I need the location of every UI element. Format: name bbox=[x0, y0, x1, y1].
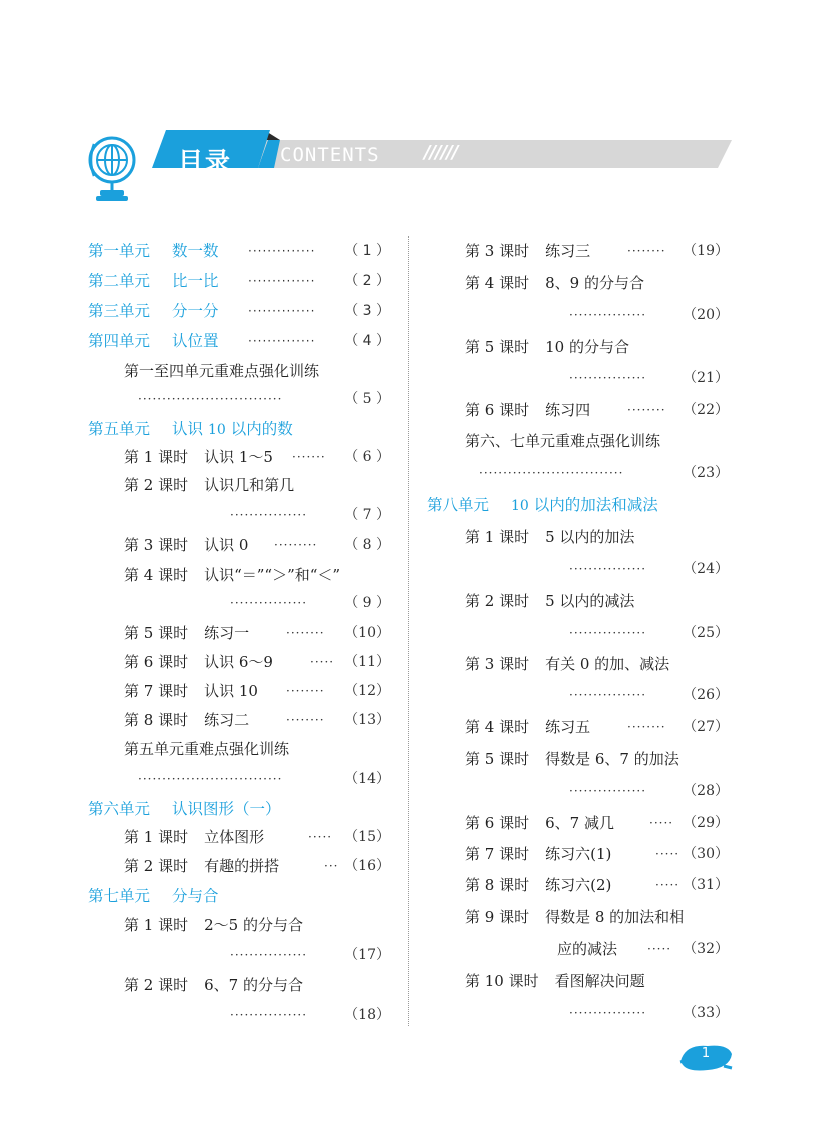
page-ref: （30） bbox=[683, 846, 729, 862]
toc-unit-3[interactable] bbox=[88, 296, 390, 326]
lesson-label: 第 2 课时 bbox=[124, 476, 189, 494]
leader-dots: ······························ bbox=[138, 772, 283, 786]
page-title: 目录 bbox=[178, 147, 233, 176]
toc-lesson[interactable] bbox=[465, 649, 729, 679]
leader-dots: ················ bbox=[569, 784, 647, 798]
review-title: 第五单元重难点强化训练 bbox=[124, 740, 290, 758]
toc-lesson-page bbox=[230, 1000, 390, 1030]
toc-lesson[interactable] bbox=[124, 822, 390, 852]
unit-title-number: 10 bbox=[511, 498, 529, 514]
lesson-label: 第 5 课时 bbox=[465, 338, 530, 356]
page-ref: （ 4 ） bbox=[344, 333, 390, 349]
toc-lesson[interactable] bbox=[465, 395, 729, 425]
lesson-label: 第 6 课时 bbox=[465, 401, 530, 419]
leader-dots: ····· bbox=[310, 655, 335, 669]
lesson-title: 8、9 的分与合 bbox=[545, 274, 644, 292]
toc-unit-7[interactable] bbox=[88, 881, 390, 911]
unit-title: 认识图形（一） bbox=[172, 800, 281, 818]
leader-dots: ········ bbox=[286, 713, 325, 727]
leader-dots: ········ bbox=[286, 684, 325, 698]
lesson-title: 认识几和第几 bbox=[204, 476, 295, 494]
lesson-label: 第 7 课时 bbox=[465, 845, 530, 863]
toc-lesson-page bbox=[569, 776, 729, 806]
page-ref: （23） bbox=[683, 465, 729, 481]
leader-dots: ················ bbox=[230, 596, 308, 610]
lesson-title: 5 以内的减法 bbox=[545, 592, 635, 610]
toc-lesson[interactable] bbox=[465, 236, 729, 266]
lesson-label: 第 1 课时 bbox=[124, 828, 189, 846]
lesson-label: 第 3 课时 bbox=[124, 536, 189, 554]
review-title: 第六、七单元重难点强化训练 bbox=[465, 432, 661, 450]
lesson-label: 第 7 课时 bbox=[124, 682, 189, 700]
leader-dots: ·············· bbox=[248, 304, 316, 318]
leader-dots: ················ bbox=[569, 626, 647, 640]
leader-dots: ················ bbox=[569, 688, 647, 702]
leader-dots: ················ bbox=[569, 562, 647, 576]
toc-lesson[interactable] bbox=[465, 839, 729, 869]
toc-lesson[interactable] bbox=[465, 712, 729, 742]
lesson-label: 第 2 课时 bbox=[124, 976, 189, 994]
page-ref: （22） bbox=[683, 402, 729, 418]
page-ref: （28） bbox=[683, 783, 729, 799]
toc-lesson-page bbox=[569, 554, 729, 584]
unit-label: 第五单元 bbox=[88, 420, 151, 438]
page-ref: （10） bbox=[344, 625, 390, 641]
page-ref: （18） bbox=[344, 1007, 390, 1023]
unit-label: 第二单元 bbox=[88, 272, 151, 290]
leader-dots: ··· bbox=[324, 859, 339, 873]
lesson-label: 第 6 课时 bbox=[124, 653, 189, 671]
page-ref: （ 5 ） bbox=[344, 391, 390, 407]
lesson-label: 第 5 课时 bbox=[465, 750, 530, 768]
toc-lesson[interactable] bbox=[124, 910, 390, 940]
leader-dots: ····· bbox=[655, 878, 680, 892]
toc-lesson-page bbox=[230, 500, 390, 530]
page-ref: （26） bbox=[683, 687, 729, 703]
lesson-label: 第 9 课时 bbox=[465, 908, 530, 926]
unit-title: 分一分 bbox=[172, 302, 219, 320]
unit-title: 数一数 bbox=[172, 242, 219, 260]
leader-dots: ················ bbox=[569, 308, 647, 322]
lesson-label: 第 8 课时 bbox=[124, 711, 189, 729]
lesson-title: 认识 1～5 bbox=[204, 448, 273, 466]
contents-banner bbox=[82, 128, 732, 204]
page-ref: （12） bbox=[344, 683, 390, 699]
page-ref: （21） bbox=[683, 370, 729, 386]
lesson-label: 第 8 课时 bbox=[465, 876, 530, 894]
lesson-title: 练习四 bbox=[545, 401, 591, 419]
toc-lesson[interactable] bbox=[124, 970, 390, 1000]
toc-lesson[interactable] bbox=[124, 530, 390, 560]
unit-title: 分与合 bbox=[172, 887, 219, 905]
lesson-title: 练习六(1) bbox=[545, 845, 612, 863]
toc-lesson-page bbox=[569, 680, 729, 710]
lesson-title: 10 的分与合 bbox=[545, 338, 629, 356]
lesson-title: 看图解决问题 bbox=[554, 972, 645, 990]
toc-unit-1[interactable] bbox=[88, 236, 390, 266]
toc-lesson[interactable] bbox=[465, 902, 729, 932]
unit-title: 认识 bbox=[172, 420, 208, 438]
globe-icon bbox=[84, 130, 144, 204]
unit-label: 第三单元 bbox=[88, 302, 151, 320]
page-ref: （ 9 ） bbox=[344, 595, 390, 611]
toc-lesson[interactable] bbox=[124, 618, 390, 648]
leader-dots: ········ bbox=[286, 626, 325, 640]
page-ref: （15） bbox=[344, 829, 390, 845]
toc-lesson[interactable] bbox=[465, 332, 729, 362]
review-title: 第一至四单元重难点强化训练 bbox=[124, 362, 320, 380]
page-ref: （ 1 ） bbox=[344, 243, 390, 259]
toc-lesson-cont bbox=[557, 934, 729, 964]
page-ref: （25） bbox=[683, 625, 729, 641]
lesson-label: 第 4 课时 bbox=[465, 718, 530, 736]
unit-label: 第一单元 bbox=[88, 242, 151, 260]
toc-unit-2[interactable] bbox=[88, 266, 390, 296]
toc-lesson[interactable] bbox=[465, 966, 729, 996]
lesson-title: 练习五 bbox=[545, 718, 591, 736]
unit-title-number: 10 bbox=[207, 422, 226, 438]
lesson-title: 6、7 减几 bbox=[545, 814, 614, 832]
leader-dots: ················ bbox=[230, 508, 308, 522]
page-ref: （ 7 ） bbox=[344, 507, 390, 523]
lesson-title: 立体图形 bbox=[204, 828, 265, 846]
lesson-label: 第 2 课时 bbox=[124, 857, 189, 875]
lesson-title: 得数是 8 的加法和相 bbox=[545, 908, 685, 926]
lesson-title: 练习六(2) bbox=[545, 876, 612, 894]
page-ref: （ 6 ） bbox=[344, 449, 390, 465]
lesson-title: 练习二 bbox=[204, 711, 250, 729]
toc-lesson[interactable] bbox=[124, 470, 390, 500]
lesson-title: 认识 6～9 bbox=[204, 653, 273, 671]
leader-dots: ·············· bbox=[248, 274, 316, 288]
unit-title-rest: 以内的数 bbox=[225, 420, 293, 438]
toc-review-6-7[interactable] bbox=[465, 426, 729, 456]
toc-unit-5[interactable] bbox=[88, 414, 390, 444]
toc-lesson-page bbox=[569, 618, 729, 648]
lesson-title: 得数是 6、7 的加法 bbox=[545, 750, 679, 768]
lesson-label: 第 1 课时 bbox=[124, 916, 189, 934]
leader-dots: ········ bbox=[627, 720, 666, 734]
toc-lesson[interactable] bbox=[465, 870, 729, 900]
toc-lesson-page bbox=[569, 998, 729, 1028]
page-subtitle: CONTENTS bbox=[280, 144, 380, 166]
lesson-label: 第 3 课时 bbox=[465, 242, 530, 260]
page-ref: （ 3 ） bbox=[344, 303, 390, 319]
toc-lesson[interactable] bbox=[465, 744, 729, 774]
lesson-label: 第 1 课时 bbox=[124, 448, 189, 466]
lesson-label: 第 5 课时 bbox=[124, 624, 189, 642]
toc-lesson[interactable] bbox=[124, 442, 390, 472]
lesson-title: 练习一 bbox=[204, 624, 250, 642]
leader-dots: ················ bbox=[230, 1008, 308, 1022]
lesson-title: 练习三 bbox=[545, 242, 591, 260]
toc-lesson[interactable] bbox=[465, 522, 729, 552]
page-ref: （29） bbox=[683, 815, 729, 831]
toc-lesson-page bbox=[569, 300, 729, 330]
lesson-label: 第 2 课时 bbox=[465, 592, 530, 610]
unit-label: 第四单元 bbox=[88, 332, 151, 350]
leader-dots: ················ bbox=[569, 1006, 647, 1020]
leader-dots: ················ bbox=[230, 948, 308, 962]
toc-review-5-page bbox=[138, 764, 390, 794]
leader-dots: ················ bbox=[569, 371, 647, 385]
unit-label: 第六单元 bbox=[88, 800, 151, 818]
leader-dots: ····· bbox=[308, 830, 333, 844]
page-ref: （33） bbox=[683, 1005, 729, 1021]
leader-dots: ········· bbox=[274, 538, 318, 552]
page-number: 1 bbox=[701, 1046, 711, 1061]
toc-lesson-page bbox=[569, 363, 729, 393]
leader-dots: ·············· bbox=[248, 334, 316, 348]
page-ref: （31） bbox=[683, 877, 729, 893]
leader-dots: ····· bbox=[655, 847, 680, 861]
lesson-label: 第 6 课时 bbox=[465, 814, 530, 832]
page-ref: （27） bbox=[683, 719, 729, 735]
toc-unit-6[interactable] bbox=[88, 794, 390, 824]
toc-unit-8[interactable] bbox=[427, 490, 729, 520]
leader-dots: ········ bbox=[627, 244, 666, 258]
toc-lesson[interactable] bbox=[124, 705, 390, 735]
leader-dots: ····· bbox=[647, 942, 672, 956]
page-ref: （ 8 ） bbox=[344, 537, 390, 553]
toc-review-1-4[interactable] bbox=[124, 356, 390, 386]
page-ref: （20） bbox=[683, 307, 729, 323]
leader-dots: ······························ bbox=[479, 466, 624, 480]
lesson-label: 第 1 课时 bbox=[465, 528, 530, 546]
column-divider bbox=[408, 236, 409, 1026]
page-ref: （ 2 ） bbox=[344, 273, 390, 289]
lesson-title-cont: 应的减法 bbox=[557, 940, 618, 958]
toc-review-6-7-page bbox=[479, 458, 729, 488]
page-ref: （14） bbox=[344, 771, 390, 787]
page-ref: （24） bbox=[683, 561, 729, 577]
unit-label: 第七单元 bbox=[88, 887, 151, 905]
page-ref: （32） bbox=[683, 941, 729, 957]
leader-dots: ······························ bbox=[138, 392, 283, 406]
lesson-label: 第 10 课时 bbox=[465, 972, 539, 990]
lesson-label: 第 3 课时 bbox=[465, 655, 530, 673]
lesson-title: 有趣的拼搭 bbox=[204, 857, 280, 875]
leader-dots: ·············· bbox=[248, 244, 316, 258]
toc-review-1-4-page bbox=[138, 384, 390, 414]
lesson-title: 认识 0 bbox=[204, 536, 249, 554]
leader-dots: ······· bbox=[292, 450, 326, 464]
leader-dots: ········ bbox=[627, 403, 666, 417]
lesson-label: 第 4 课时 bbox=[465, 274, 530, 292]
toc-lesson[interactable] bbox=[124, 560, 390, 590]
unit-label: 第八单元 bbox=[427, 496, 490, 514]
lesson-label: 第 4 课时 bbox=[124, 566, 189, 584]
toc-lesson[interactable] bbox=[465, 808, 729, 838]
toc-lesson[interactable] bbox=[124, 676, 390, 706]
page-number-badge bbox=[678, 1040, 734, 1074]
unit-title: 以内的加法和减法 bbox=[528, 496, 658, 514]
lesson-title: 有关 0 的加、减法 bbox=[545, 655, 670, 673]
lesson-title: 5 以内的加法 bbox=[545, 528, 635, 546]
toc-lesson[interactable] bbox=[465, 268, 729, 298]
leader-dots: ····· bbox=[649, 816, 674, 830]
toc-unit-4[interactable] bbox=[88, 326, 390, 356]
unit-title: 比一比 bbox=[172, 272, 219, 290]
lesson-title: 认识“＝”“＞”和“＜” bbox=[204, 566, 341, 584]
page-ref: （13） bbox=[344, 712, 390, 728]
toc-lesson[interactable] bbox=[124, 647, 390, 677]
toc-lesson[interactable] bbox=[124, 851, 390, 881]
lesson-title: 2～5 的分与合 bbox=[204, 916, 303, 934]
page-ref: （17） bbox=[344, 947, 390, 963]
toc-review-5[interactable] bbox=[124, 734, 390, 764]
unit-title: 认位置 bbox=[172, 332, 219, 350]
decorative-slashes: ////// bbox=[424, 142, 458, 163]
page-ref: （19） bbox=[683, 243, 729, 259]
lesson-title: 6、7 的分与合 bbox=[204, 976, 303, 994]
page-ref: （11） bbox=[344, 654, 390, 670]
page-ref: （16） bbox=[344, 858, 390, 874]
lesson-title: 认识 10 bbox=[204, 682, 258, 700]
toc-lesson-page bbox=[230, 588, 390, 618]
toc-lesson-page bbox=[230, 940, 390, 970]
toc-lesson[interactable] bbox=[465, 586, 729, 616]
